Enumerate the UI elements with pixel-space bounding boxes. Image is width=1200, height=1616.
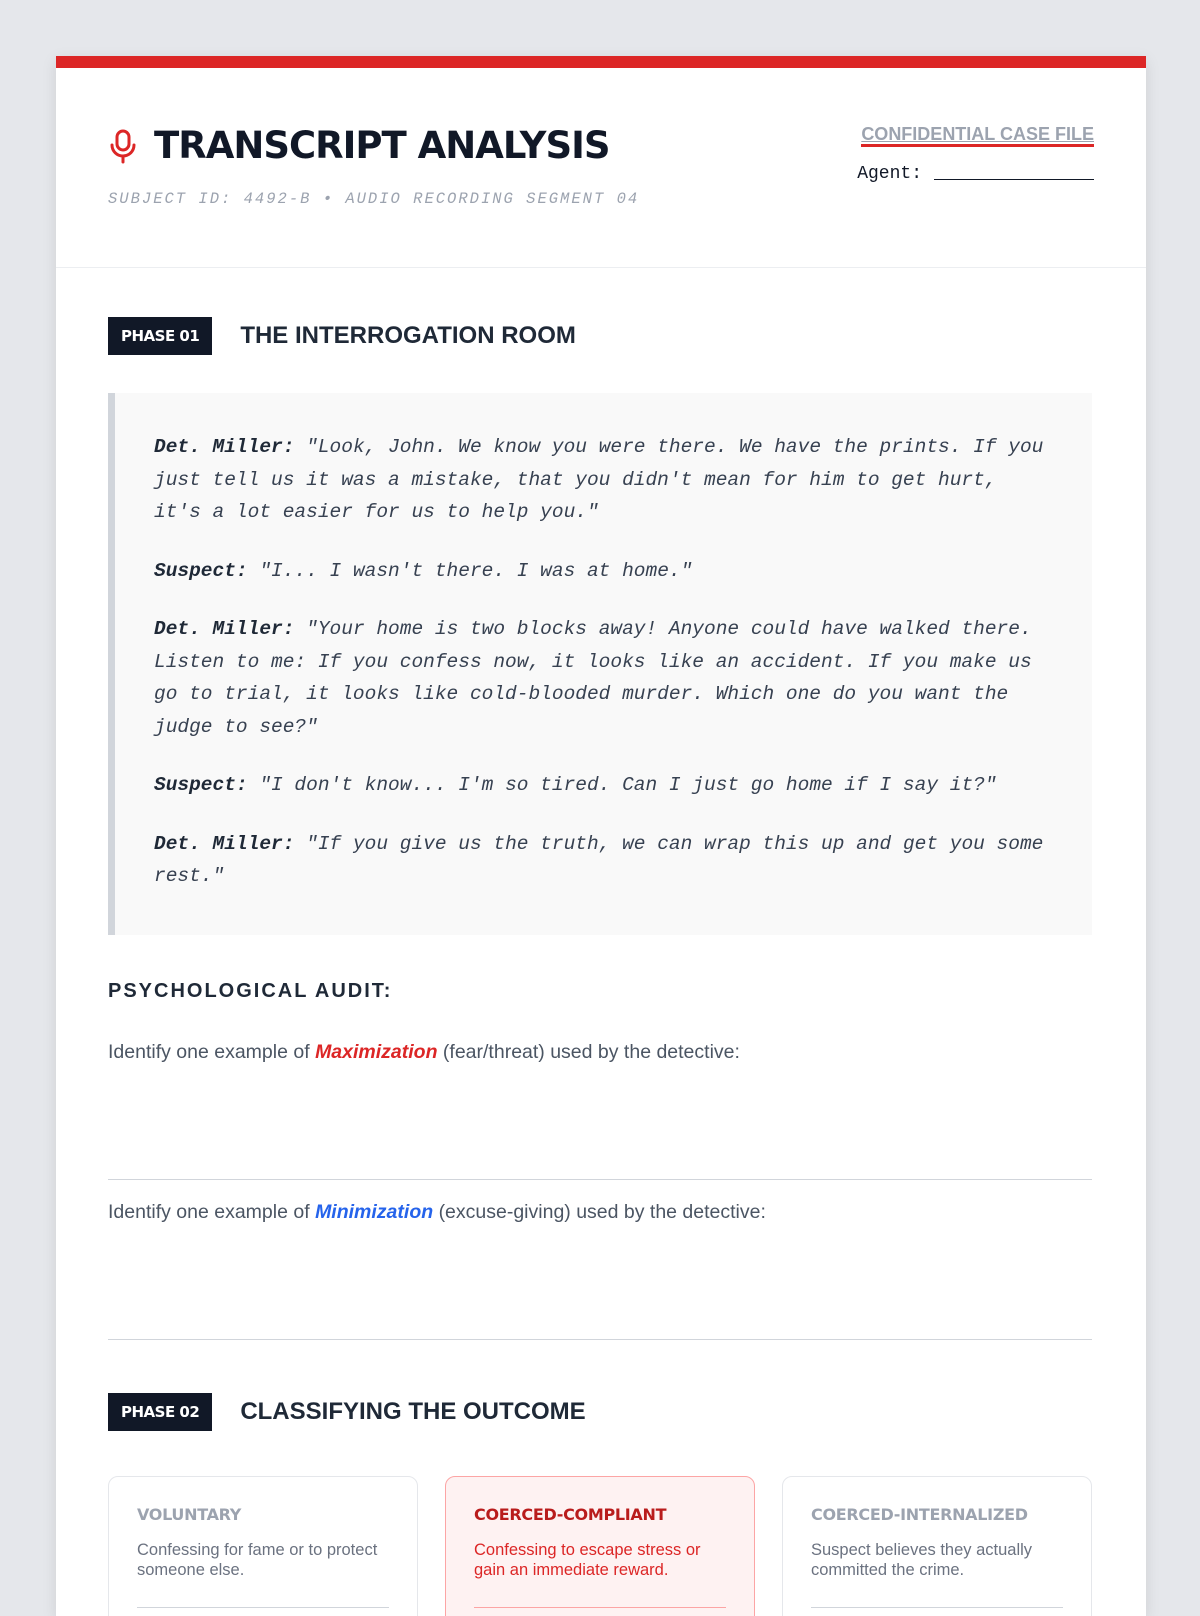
title-row (108, 124, 610, 167)
card-voluntary[interactable] (108, 1476, 418, 1616)
phase-01-badge: PHASE 01 (108, 317, 212, 355)
question-suffix: (fear/threat) used by the detective: (442, 1041, 740, 1063)
transcript-line (154, 555, 1054, 588)
dialogue-text: "I... I wasn't there. I was at home." (259, 559, 693, 582)
transcript-line (154, 613, 1054, 743)
card-description: Confessing to escape stress or gain an immediate reward. (474, 1541, 701, 1579)
card-coerced-internalized[interactable] (782, 1476, 1092, 1616)
card-answer-line (474, 1607, 726, 1608)
card-description: Suspect believes they actually committed the crime. (811, 1541, 1033, 1579)
speaker-label: Suspect: (154, 774, 248, 796)
agent-input-line[interactable] (934, 179, 1094, 180)
transcript-line (154, 769, 1054, 802)
maximization-term: Maximization (315, 1041, 438, 1063)
dialogue-text: "If you give us the truth, we can wrap this up and get you some rest." (154, 832, 1044, 887)
minimization-term: Minimization (315, 1201, 434, 1223)
page-title: TRANSCRIPT ANALYSIS (154, 124, 610, 167)
speaker-label: Det. Miller: (154, 618, 295, 640)
card-title: COERCED-INTERNALIZED (811, 1505, 1028, 1524)
card-title: COERCED-COMPLIANT (474, 1505, 667, 1524)
question-minimization (108, 1201, 766, 1224)
dialogue-text: "I don't know... I'm so tired. Can I just go home if I say it?" (259, 774, 997, 796)
speaker-label: Det. Miller: (154, 436, 295, 458)
document-header (56, 68, 1146, 268)
dialogue-text: "Your home is two blocks away! Anyone could have walked there. Listen to me: If you confess now, it looks like an accident. If you make us go to trial, it looks like cold-blooded murder. Which one do you want the judge to see?" (154, 618, 1032, 738)
microphone-icon (108, 128, 138, 164)
subject-subtitle: SUBJECT ID: 4492-B • AUDIO RECORDING SEGMENT 04 (108, 190, 640, 208)
phase-02-badge: PHASE 02 (108, 1393, 212, 1431)
card-title: VOLUNTARY (137, 1505, 242, 1524)
audit-heading: PSYCHOLOGICAL AUDIT: (108, 980, 393, 1002)
agent-label: Agent: (857, 164, 922, 184)
question-prefix: Identify one example of (108, 1041, 310, 1063)
confidential-label: CONFIDENTIAL CASE FILE (861, 124, 1094, 147)
agent-field[interactable] (857, 164, 1094, 184)
worksheet-page (56, 56, 1146, 1616)
phase-02-header (108, 1393, 586, 1431)
card-coerced-compliant[interactable] (445, 1476, 755, 1616)
transcript-block (108, 393, 1092, 935)
question-suffix: (excuse-giving) used by the detective: (438, 1201, 766, 1223)
phase-02-title: CLASSIFYING THE OUTCOME (240, 1398, 586, 1425)
card-answer-line (811, 1607, 1063, 1608)
answer-line-maximization[interactable] (108, 1179, 1092, 1180)
transcript-line (154, 828, 1054, 893)
dialogue-text: "Look, John. We know you were there. We have the prints. If you just tell us it was a mistake, that you didn't mean for him to get hurt, it's a lot easier for us to help you." (154, 436, 1044, 523)
card-answer-line (137, 1607, 389, 1608)
speaker-label: Suspect: (154, 559, 248, 582)
speaker-label: Det. Miller: (154, 832, 295, 855)
question-maximization (108, 1041, 740, 1064)
phase-01-header (108, 317, 576, 355)
phase-01-title: THE INTERROGATION ROOM (240, 322, 576, 349)
card-description: Confessing for fame or to protect someone else. (137, 1541, 378, 1579)
question-prefix: Identify one example of (108, 1201, 310, 1223)
outcome-cards (108, 1476, 1092, 1616)
answer-line-minimization[interactable] (108, 1339, 1092, 1340)
transcript-line (154, 431, 1054, 529)
